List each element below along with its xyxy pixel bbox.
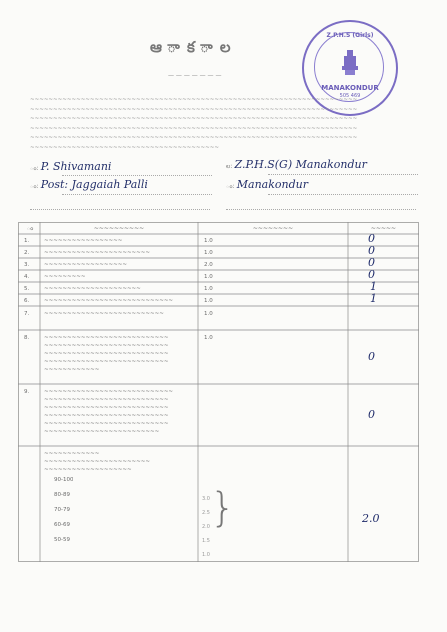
rule-value: 1.0 [204,238,213,244]
row-number: 1. [24,238,30,244]
brace-icon: } [210,485,236,531]
paragraph-line: ~~~~~~~~~~~~~~~~~~~~~~~~~~~~~~~~~~~~~~~~~~~~~~~~~~~~~~~~~~~~~~~~~~~~~~~ [30,97,358,103]
emblem-icon [340,48,360,78]
range-row: 60-69 [54,522,70,528]
name-value: P. Shivamani [40,160,112,173]
rule-value: 1.0 [204,274,213,280]
blank-line-left [30,208,210,210]
mandal-value: Manakondur [236,178,309,191]
header-score: ~~~~~ [370,225,397,232]
score-value: 2.0 [362,512,380,525]
school-underline [268,173,418,175]
mandal-label: ం: [226,183,235,190]
seal-bottom-text: MANAKONDUR [321,84,379,92]
paragraph-line: ~~~~~~~~~~~~~~~~~~~~~~~~~~~~~~~~~~~~~~~~~~~~~~~~~~~~~~~~~~~~~~~~~~~~~~~ [30,135,358,141]
score-value: 0 [368,268,375,281]
row-number: 7. [24,311,30,317]
instruction-paragraph [30,96,420,153]
question-text: ~~~~~~~~~~~~~~~~~ [44,238,123,244]
form-subtitle: — — — — — — — [168,72,222,79]
row-number: 8. [24,335,30,341]
paragraph-line: ~~~~~~~~~~~~~~~~~~~~~~~~~~~~~~~~~~~~~~~~~ [30,144,219,151]
scale-value: 2.5 [202,510,210,516]
village-value: Post: Jaggaiah Palli [40,178,148,191]
score-value: 1 [370,292,377,305]
question-text: ~~~~~~~~~~~~~~~~~~~~~~~ [44,250,150,256]
paragraph-line: ~~~~~~~~~~~~~~~~~~~~~~~~~~~~~~~~~~~~~~~~~~~~~~~~~~~~~~~~~~~~~~~~~~~~~~~ [30,125,358,132]
seal-pin-text: 505 469 [339,93,361,99]
rule-value: 1.0 [204,335,213,341]
range-row: 80-89 [54,492,70,498]
village-label: ం: [30,183,39,190]
mandal-underline [268,193,418,195]
row-number: 2. [24,250,30,256]
row-number: 6. [24,298,30,304]
score-value: 1 [370,280,377,293]
seal-top-text: Z.P.H.S (Girls) [326,32,374,39]
village-underline [62,193,212,195]
question-text: ~~~~~~~~~~~~~~~~~~~~~~~~~~~~ [44,298,174,304]
score-value: 0 [368,408,375,421]
scale-value: 1.5 [202,538,210,544]
score-value: 0 [368,256,375,269]
question-text: ~~~~~~~~~ [44,274,86,280]
range-row: 70-79 [54,507,70,513]
rule-value: 1.0 [204,250,213,256]
score-value: 0 [368,350,375,363]
scale-value: 2.0 [202,524,210,530]
scale-value: 1.0 [202,552,210,558]
header-no: ం [26,225,34,232]
question-text: ~~~~~~~~~~~~~~~~~~~~~~~~~~ [44,311,164,317]
school-label: ల: [226,163,233,170]
header-question: ~~~~~~~~~~ [93,225,145,232]
question-text: ~~~~~~~~~~~~ ~~~~~~~~~~~~~~~~~~~~~~~ ~~~~~~~~~~~~~~~~~~~ [44,451,150,473]
header-rule: ~~~~~~~~ [252,225,294,232]
name-field[interactable] [30,160,111,173]
name-label: ం: [30,165,39,172]
rule-value: 1.0 [204,286,213,292]
rule-value: 1.0 [204,311,213,317]
row-number: 9. [24,389,30,395]
form-title: ఆ ా క ా ల [150,38,232,56]
paragraph-line: ~~~~~~~~~~~~~~~~~~~~~~~~~~~~~~~~~~~~~~~~~~~~~~~~~~~~~~~~~~~~~~~~~~~~~~~ [30,116,358,122]
rule-value: 2.0 [204,262,213,268]
scale-value: 3.0 [202,496,210,502]
school-field[interactable] [226,158,367,171]
question-text: ~~~~~~~~~~~~~~~~~~~~~~~~~~~~ ~~~~~~~~~~~~~~~~~~~~~~~~~~~ ~~~~~~~~~~~~~~~~~~~~~~~~~~~ ~~~~~~~~~~~~~~~~~~~~~~~~~~~ ~~~~~~~~~~~~~~~~~~~~~~~~~~~ ~~~~~~~~~~~~~~~~~~~~~~~~~ [44,389,174,435]
village-field[interactable] [30,178,148,191]
blank-line-right [226,208,416,210]
mandal-field[interactable] [226,178,308,191]
school-value: Z.P.H.S(G) Manakondur [234,158,367,171]
row-number: 5. [24,286,30,292]
rule-value: 1.0 [204,298,213,304]
question-text: ~~~~~~~~~~~~~~~~~~~~~ [44,286,141,292]
row-number: 3. [24,262,30,268]
question-text: ~~~~~~~~~~~~~~~~~~~~~~~~~~~ ~~~~~~~~~~~~~~~~~~~~~~~~~~~ ~~~~~~~~~~~~~~~~~~~~~~~~~~~ ~~~~~~~~~~~~~~~~~~~~~~~~~~~ ~~~~~~~~~~~~ [44,335,169,373]
name-underline [62,174,212,176]
score-value: 0 [368,232,375,245]
paragraph-line: ~~~~~~~~~~~~~~~~~~~~~~~~~~~~~~~~~~~~~~~~~~~~~~~~~~~~~~~~~~~~~~~~~~~~~~~ [30,106,358,113]
row-number: 4. [24,274,30,280]
question-text: ~~~~~~~~~~~~~~~~~~ [44,262,127,268]
range-row: 90-100 [54,477,74,483]
score-value: 0 [368,244,375,257]
range-row: 50-59 [54,537,70,543]
